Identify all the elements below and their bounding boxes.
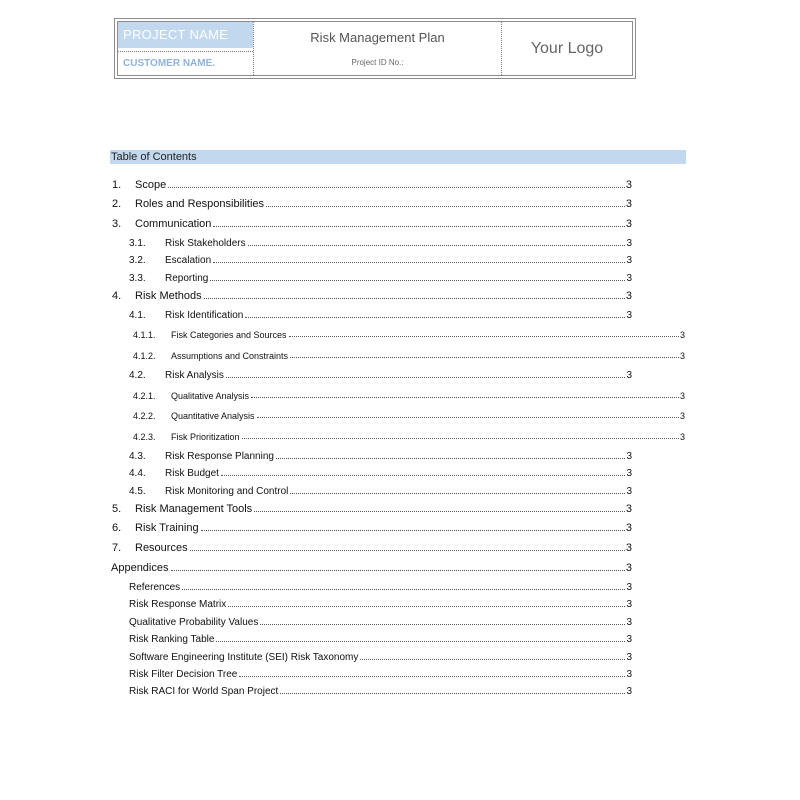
toc-entry[interactable]	[129, 596, 632, 610]
toc-entry-page: 3	[626, 652, 632, 663]
toc-entry[interactable]	[112, 520, 632, 534]
toc-leader-dots	[245, 316, 625, 318]
toc-entry-label: Risk RACI for World Span Project	[129, 686, 279, 697]
toc-entry[interactable]	[129, 683, 632, 697]
toc-leader-dots	[190, 549, 625, 551]
toc-entry[interactable]	[129, 465, 632, 479]
toc-leader-dots	[226, 376, 626, 378]
toc-entry-page: 3	[679, 351, 685, 361]
toc-entry[interactable]	[129, 307, 632, 321]
toc-entry-label: Assumptions and Constraints	[171, 351, 289, 361]
toc-leader-dots	[204, 297, 625, 299]
toc-entry-label: Reporting	[165, 273, 209, 284]
toc-entry-label: Qualitative Analysis	[171, 391, 250, 401]
toc-entry-number: 4.1.	[129, 310, 146, 321]
toc-entry-label: Appendices	[111, 562, 169, 574]
toc-entry-number: 3.1.	[129, 238, 146, 249]
toc-leader-dots	[182, 588, 625, 590]
toc-entry[interactable]	[112, 177, 632, 191]
toc-leader-dots	[216, 640, 625, 642]
toc-entry-number: 4.2.3.	[133, 432, 156, 442]
toc-entry-label: Risk Identification	[165, 310, 244, 321]
toc-leader-dots	[248, 244, 626, 246]
toc-entry-label: Risk Stakeholders	[165, 238, 246, 249]
toc-leader-dots	[290, 356, 679, 358]
header-middle-cell	[254, 22, 502, 75]
toc-entry-number: 1.	[112, 179, 122, 191]
header-left-cell	[118, 22, 254, 75]
toc-entry-page: 3	[625, 290, 632, 302]
header-right-cell	[502, 22, 632, 75]
toc-leader-dots	[201, 529, 625, 531]
toc-leader-dots	[221, 474, 626, 476]
toc-entry-number: 4.4.	[129, 468, 146, 479]
toc-entry-label: Risk Analysis	[165, 370, 224, 381]
toc-entry-page: 3	[626, 686, 632, 697]
toc-entry-page: 3	[679, 330, 685, 340]
toc-entry[interactable]	[129, 483, 632, 497]
toc-entry-number: 3.3.	[129, 273, 146, 284]
toc-entry[interactable]	[133, 387, 685, 401]
toc-entry-number: 4.1.2.	[133, 351, 156, 361]
toc-entry-number: 4.2.2.	[133, 411, 156, 421]
toc-entry-label: Fisk Prioritization	[171, 432, 240, 442]
toc-entry-label: Risk Training	[135, 522, 199, 534]
toc-leader-dots	[210, 279, 625, 281]
toc-leader-dots	[213, 225, 624, 227]
toc-entry-label: Risk Budget	[165, 468, 219, 479]
toc-entry-number: 4.2.	[129, 370, 146, 381]
toc-entry[interactable]	[112, 501, 632, 515]
toc-entry[interactable]	[112, 196, 632, 210]
toc-entry[interactable]	[129, 448, 632, 462]
toc-entry-page: 3	[625, 542, 632, 554]
toc-entry[interactable]	[129, 631, 632, 645]
toc-entry[interactable]	[129, 252, 632, 266]
toc-entry-label: Risk Management Tools	[135, 503, 253, 515]
toc-entry-number: 5.	[112, 503, 122, 515]
customer-name: CUSTOMER NAME.	[118, 51, 253, 77]
toc-entry-page: 3	[626, 370, 632, 381]
toc-entry[interactable]	[129, 666, 632, 680]
toc-entry-label: Risk Monitoring and Control	[165, 486, 289, 497]
toc-entry-label: Risk Response Planning	[165, 451, 274, 462]
toc-entry-page: 3	[625, 522, 632, 534]
toc-entry[interactable]	[112, 288, 632, 302]
toc-entry-number: 6.	[112, 522, 122, 534]
toc-entry-number: 2.	[112, 198, 122, 210]
toc-entry-page: 3	[626, 468, 632, 479]
toc-entry-number: 4.	[112, 290, 122, 302]
toc-entry[interactable]	[133, 407, 685, 421]
toc-entry[interactable]	[129, 614, 632, 628]
toc-entry-appendices[interactable]	[111, 560, 632, 574]
toc-entry-label: Risk Response Matrix	[129, 599, 227, 610]
toc-entry-page: 3	[626, 669, 632, 680]
toc-entry-number: 4.3.	[129, 451, 146, 462]
toc-entry-page: 3	[626, 273, 632, 284]
toc-entry-number: 3.	[112, 218, 122, 230]
toc-entry-page: 3	[625, 179, 632, 191]
toc-entry-label: Risk Methods	[135, 290, 202, 302]
toc-entry-page: 3	[679, 411, 685, 421]
toc-entry-label: Risk Filter Decision Tree	[129, 669, 238, 680]
toc-entry-page: 3	[625, 198, 632, 210]
toc-entry-number: 4.5.	[129, 486, 146, 497]
toc-entry-page: 3	[626, 310, 632, 321]
toc-entry[interactable]	[112, 540, 632, 554]
header-table	[117, 21, 633, 76]
toc-entry[interactable]	[129, 270, 632, 284]
toc-entry-label: Scope	[135, 179, 167, 191]
plan-title: Risk Management Plan	[310, 30, 445, 45]
toc-leader-dots	[280, 692, 625, 694]
toc-leader-dots	[239, 675, 625, 677]
toc-leader-dots	[251, 396, 679, 398]
toc-entry-page: 3	[626, 634, 632, 645]
project-id-label: Project ID No.:	[351, 58, 404, 67]
toc-entry-page: 3	[626, 255, 632, 266]
toc-entry-label: Roles and Responsibilities	[135, 198, 265, 210]
toc-entry-page: 3	[626, 582, 632, 593]
toc-entry-page: 3	[626, 486, 632, 497]
toc-entry-page: 3	[625, 218, 632, 230]
toc-entry[interactable]	[112, 216, 632, 230]
toc-entry[interactable]	[133, 347, 685, 361]
toc-entry[interactable]	[129, 649, 632, 663]
toc-entry[interactable]	[129, 235, 632, 249]
toc-entry-page: 3	[625, 562, 632, 574]
toc-leader-dots	[168, 186, 625, 188]
toc-entry-page: 3	[626, 599, 632, 610]
project-name: PROJECT NAME	[118, 22, 253, 48]
toc-entry-page: 3	[679, 391, 685, 401]
toc-entry-page: 3	[626, 617, 632, 628]
toc-entry-page: 3	[679, 432, 685, 442]
toc-entry-number: 3.2.	[129, 255, 146, 266]
toc-entry-label: Qualitative Probability Values	[129, 617, 259, 628]
toc-entry-label: Resources	[135, 542, 188, 554]
toc-leader-dots	[360, 658, 625, 660]
toc-entry-page: 3	[625, 503, 632, 515]
toc-entry-number: 4.1.1.	[133, 330, 156, 340]
toc-entry-number: 7.	[112, 542, 122, 554]
toc-entry[interactable]	[129, 367, 632, 381]
toc-leader-dots	[254, 510, 625, 512]
toc-entry[interactable]	[129, 579, 632, 593]
toc-leader-dots	[242, 437, 679, 439]
toc-leader-dots	[289, 335, 679, 337]
toc-heading: Table of Contents	[110, 150, 686, 164]
toc-leader-dots	[213, 261, 625, 263]
toc-leader-dots	[290, 492, 625, 494]
toc-entry-page: 3	[626, 451, 632, 462]
toc-leader-dots	[171, 569, 625, 571]
document-header	[114, 18, 636, 79]
toc-entry-label: Escalation	[165, 255, 212, 266]
toc-entry[interactable]	[133, 326, 685, 340]
toc-entry-label: Communication	[135, 218, 212, 230]
toc-entry-label: References	[129, 582, 181, 593]
toc-leader-dots	[266, 205, 625, 207]
toc-leader-dots	[260, 623, 625, 625]
toc-entry-number: 4.2.1.	[133, 391, 156, 401]
logo-placeholder: Your Logo	[530, 40, 604, 57]
toc-entry-label: Software Engineering Institute (SEI) Risk Taxonomy	[129, 652, 359, 663]
toc-leader-dots	[257, 416, 679, 418]
toc-leader-dots	[276, 457, 625, 459]
toc-entry-label: Fisk Categories and Sources	[171, 330, 287, 340]
toc-entry-label: Quantitative Analysis	[171, 411, 255, 421]
toc-entry-label: Risk Ranking Table	[129, 634, 215, 645]
toc-leader-dots	[228, 605, 625, 607]
toc-entry[interactable]	[133, 428, 685, 442]
toc-entry-page: 3	[626, 238, 632, 249]
